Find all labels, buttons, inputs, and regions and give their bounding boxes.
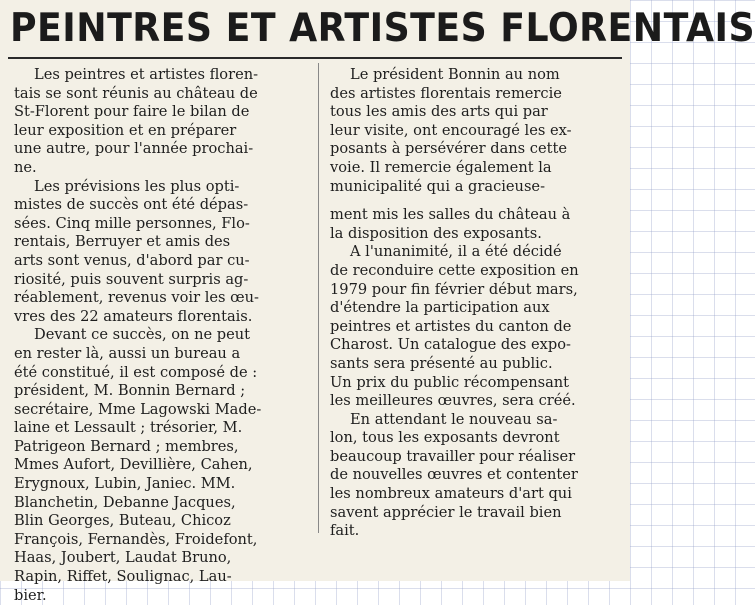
text-line: St-Florent pour faire le bilan de [14,103,250,121]
text-line: Le président Bonnin au nom [350,66,560,83]
text-line: peintres et artistes du canton de [330,317,572,335]
text-line: sées. Cinq mille personnes, Flo- [14,214,250,232]
text-line: sants sera présenté au public. [330,354,553,372]
text-line: en rester là, aussi un bureau a [14,344,241,362]
text-line: Les peintres et artistes floren- [34,66,259,83]
text-line: d'étendre la participation aux [330,299,550,317]
text-line: Charost. Un catalogue des expo- [330,336,571,354]
text-line: riosité, puis souvent surpris ag- [14,270,249,288]
text-line: Blanchetin, Debanne Jacques, [14,493,236,511]
text-line: savent apprécier le travail bien [330,503,562,521]
text-line: les meilleures œuvres, sera créé. [330,392,576,410]
column-divider [318,63,319,533]
text-line: Rapin, Riffet, Soulignac, Lau- [14,568,232,586]
text-line: A l'unanimité, il a été décidé [350,243,562,261]
text-line: beaucoup travailler pour réaliser [330,447,576,465]
text-line: leur visite, ont encouragé les ex- [330,121,572,139]
text-line: de nouvelles œuvres et contenter [330,466,578,484]
text-line: bier. [14,586,47,604]
text-line: leur exposition et en préparer [14,121,237,139]
text-line: Devant ce succès, on ne peut [34,326,251,344]
text-line: Un prix du public récompensant [330,373,570,391]
text-line: Patrigeon Bernard ; membres, [14,437,239,455]
text-line: été constitué, il est composé de : [14,363,258,381]
text-line: 1979 pour fin février début mars, [330,280,578,298]
article-headline: PEINTRES ET ARTISTES FLORENTAIS [10,6,755,51]
article-left-column [14,66,307,605]
article-right-column [330,66,620,541]
text-line: mistes de succès ont été dépas- [14,196,249,214]
text-line: tous les amis des arts qui par [330,103,548,121]
text-line: Les prévisions les plus opti- [34,177,240,195]
text-line: Haas, Joubert, Laudat Bruno, [14,549,232,567]
text-line: rentais, Berruyer et amis des [14,233,231,251]
text-line: municipalité qui a gracieuse- [330,177,546,195]
text-line: président, M. Bonnin Bernard ; [14,382,246,400]
text-line: En attendant le nouveau sa- [350,410,558,428]
text-line: des artistes florentais remercie [330,84,562,102]
text-line: François, Fernandès, Froidefont, [14,530,258,548]
text-line: réablement, revenus voir les œu- [14,289,259,307]
text-line: ne. [14,158,37,176]
text-line: la disposition des exposants. [330,224,542,242]
headline-rule [8,57,622,59]
text-line: de reconduire cette exposition en [330,261,579,279]
text-line: Mmes Aufort, Devillière, Cahen, [14,456,253,474]
text-line: laine et Lessault ; trésorier, M. [14,419,243,437]
text-line: vres des 22 amateurs florentais. [14,307,253,325]
text-line: une autre, pour l'année prochai- [14,140,254,158]
text-line: ment mis les salles du château à [330,206,571,224]
text-line: secrétaire, Mme Lagowski Made- [14,400,262,418]
text-line: Blin Georges, Buteau, Chicoz [14,512,231,530]
text-line: Erygnoux, Lubin, Janiec. MM. [14,475,236,493]
text-line: voie. Il remercie également la [330,158,552,176]
text-line: tais se sont réunis au château de [14,84,258,102]
text-line: arts sont venus, d'abord par cu- [14,251,250,269]
paste-gap [330,196,620,206]
text-line: fait. [330,522,360,540]
text-line: les nombreux amateurs d'art qui [330,485,572,503]
text-line: posants à persévérer dans cette [330,140,567,158]
text-line: lon, tous les exposants devront [330,429,560,447]
